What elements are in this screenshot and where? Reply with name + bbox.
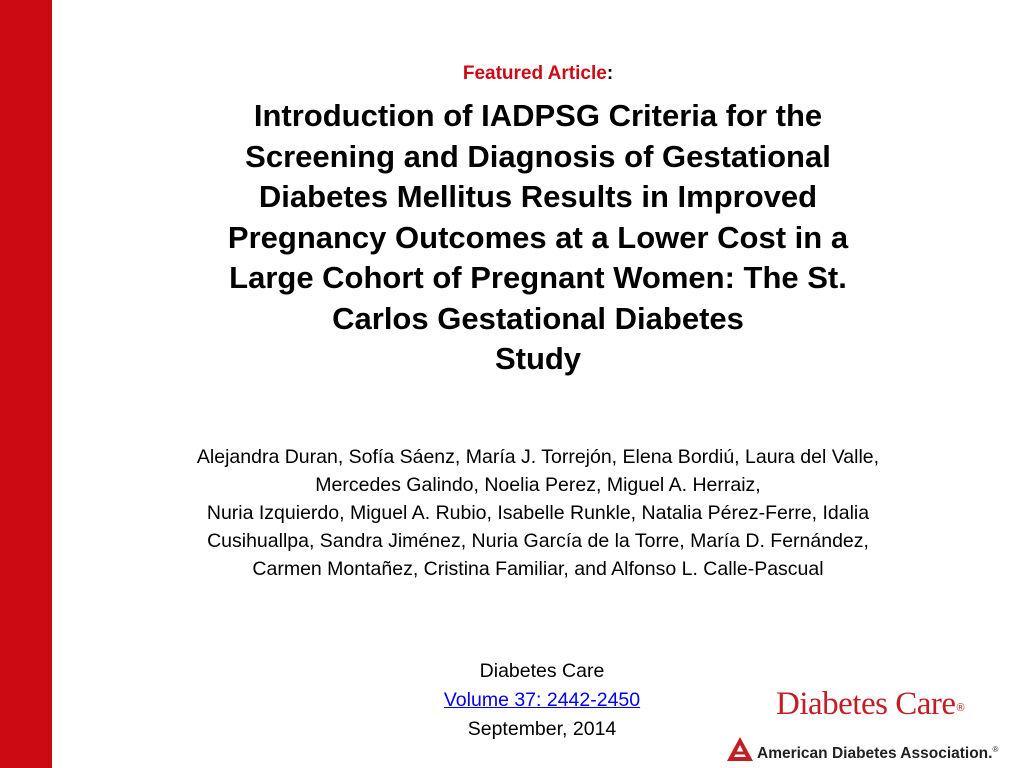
registered-mark: ® <box>992 745 999 754</box>
author-list <box>72 443 1004 583</box>
ada-logo-text-wrap <box>757 740 998 764</box>
featured-label: Featured Article <box>462 63 607 84</box>
featured-article-heading <box>52 62 1024 86</box>
title-line: Pregnancy Outcomes at a Lower Cost in a <box>227 219 849 255</box>
ada-triangle-icon <box>726 736 754 762</box>
title-line: Introduction of IADPSG Criteria for the <box>253 98 823 133</box>
author-line: Nuria Izquierdo, Miguel A. Rubio, Isabelle Runkle, Natalia Pérez-Ferre, Idalia <box>206 502 870 524</box>
left-accent-bar <box>0 0 52 768</box>
volume-link[interactable]: Volume 37: 2442-2450 <box>443 689 641 711</box>
publication-date: September, 2014 <box>467 718 617 740</box>
title-line: Carlos Gestational Diabetes <box>332 300 744 336</box>
ada-logo-period: . <box>988 745 993 762</box>
ada-logo <box>726 736 1024 762</box>
diabetes-care-logo-text: Diabetes Care <box>776 686 956 722</box>
title-line: Screening and Diagnosis of Gestational <box>245 138 831 174</box>
diabetes-care-logo <box>776 684 964 728</box>
author-line: Cusihuallpa, Sandra Jiménez, Nuria García de la Torre, María D. Fernández, <box>207 530 869 552</box>
journal-citation <box>352 657 732 744</box>
registered-mark: ® <box>956 702 965 714</box>
featured-colon: : <box>606 63 614 84</box>
title-line: Large Cohort of Pregnant Women: The St. <box>229 260 847 295</box>
ada-logo-text: American Diabetes Association <box>757 745 989 762</box>
title-line: Study <box>494 341 582 376</box>
slide-content <box>52 0 1024 768</box>
author-line: Carmen Montañez, Cristina Familiar, and Alfonso L. Calle-Pascual <box>252 558 824 580</box>
article-title <box>92 96 984 380</box>
author-line: Alejandra Duran, Sofía Sáenz, María J. Torrejón, Elena Bordiú, Laura del Valle, <box>196 446 880 468</box>
journal-name: Diabetes Care <box>479 660 605 682</box>
author-line: Mercedes Galindo, Noelia Perez, Miguel A. Herraiz, <box>315 474 761 496</box>
title-line: Diabetes Mellitus Results in Improved <box>258 179 818 214</box>
